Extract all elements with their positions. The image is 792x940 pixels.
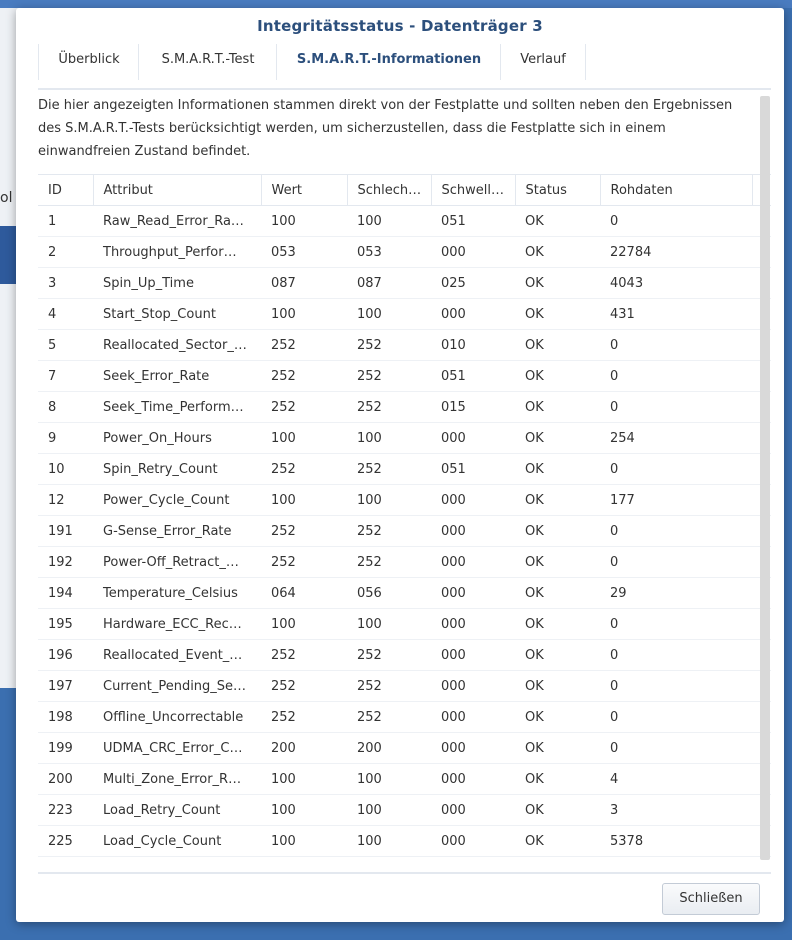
cell-status: OK [515, 423, 600, 454]
cell-worst: 252 [347, 640, 431, 671]
column-header-raw-data[interactable]: Rohdaten [600, 175, 752, 206]
table-row[interactable] [38, 237, 771, 268]
cell-threshold: 000 [431, 733, 515, 764]
cell-status: OK [515, 764, 600, 795]
cell-status: OK [515, 361, 600, 392]
cell-threshold: 015 [431, 392, 515, 423]
cell-status: OK [515, 671, 600, 702]
tab-overview[interactable]: Überblick [38, 44, 139, 80]
cell-raw-data: 0 [600, 392, 752, 423]
cell-attribute: Spin_Retry_Count [93, 454, 261, 485]
cell-raw-data: 431 [600, 299, 752, 330]
cell-value: 053 [261, 237, 347, 268]
cell-status: OK [515, 485, 600, 516]
close-button[interactable]: Schließen [662, 883, 760, 915]
cell-id: 8 [38, 392, 93, 423]
cell-id: 3 [38, 268, 93, 299]
cell-attribute: Reallocated_Sector_… [93, 330, 261, 361]
table-row[interactable] [38, 609, 771, 640]
cell-threshold: 000 [431, 671, 515, 702]
tab-history[interactable]: Verlauf [500, 44, 586, 80]
column-header-value[interactable]: Wert [261, 175, 347, 206]
column-header-threshold[interactable]: Schwell… [431, 175, 515, 206]
cell-attribute: Multi_Zone_Error_R… [93, 764, 261, 795]
cell-value: 100 [261, 206, 347, 237]
cell-value: 064 [261, 578, 347, 609]
cell-attribute: Start_Stop_Count [93, 299, 261, 330]
cell-id: 5 [38, 330, 93, 361]
cell-threshold: 025 [431, 268, 515, 299]
table-row[interactable] [38, 423, 771, 454]
cell-value: 100 [261, 826, 347, 857]
table-row[interactable] [38, 268, 771, 299]
cell-threshold: 000 [431, 640, 515, 671]
cell-status: OK [515, 268, 600, 299]
cell-worst: 252 [347, 454, 431, 485]
cell-status: OK [515, 516, 600, 547]
cell-worst: 100 [347, 795, 431, 826]
cell-value: 087 [261, 268, 347, 299]
cell-worst: 252 [347, 361, 431, 392]
cell-status: OK [515, 578, 600, 609]
cell-status: OK [515, 702, 600, 733]
cell-raw-data: 5378 [600, 826, 752, 857]
cell-value: 252 [261, 330, 347, 361]
cell-status: OK [515, 640, 600, 671]
cell-worst: 252 [347, 392, 431, 423]
cell-status: OK [515, 826, 600, 857]
table-row[interactable] [38, 764, 771, 795]
cell-attribute: Load_Retry_Count [93, 795, 261, 826]
desktop-top-bar [0, 0, 792, 8]
cell-id: 191 [38, 516, 93, 547]
table-row[interactable] [38, 516, 771, 547]
cell-raw-data: 0 [600, 733, 752, 764]
cell-id: 12 [38, 485, 93, 516]
cell-status: OK [515, 299, 600, 330]
cell-worst: 252 [347, 547, 431, 578]
cell-attribute: Power_On_Hours [93, 423, 261, 454]
tab-smart-information[interactable]: S.M.A.R.T.-Informationen [276, 44, 501, 80]
cell-worst: 252 [347, 702, 431, 733]
cell-value: 252 [261, 392, 347, 423]
cell-id: 199 [38, 733, 93, 764]
cell-id: 196 [38, 640, 93, 671]
table-body [38, 206, 771, 857]
cell-value: 252 [261, 547, 347, 578]
table-row[interactable] [38, 206, 771, 237]
cell-attribute: G-Sense_Error_Rate [93, 516, 261, 547]
cell-worst: 252 [347, 671, 431, 702]
cell-threshold: 000 [431, 237, 515, 268]
column-header-status[interactable]: Status [515, 175, 600, 206]
cell-raw-data: 254 [600, 423, 752, 454]
cell-attribute: Load_Cycle_Count [93, 826, 261, 857]
cell-threshold: 000 [431, 423, 515, 454]
cell-status: OK [515, 454, 600, 485]
cell-id: 10 [38, 454, 93, 485]
table-row[interactable] [38, 640, 771, 671]
cell-status: OK [515, 237, 600, 268]
cell-attribute: Hardware_ECC_Rec… [93, 609, 261, 640]
cell-attribute: Temperature_Celsius [93, 578, 261, 609]
cell-worst: 100 [347, 299, 431, 330]
cell-id: 197 [38, 671, 93, 702]
cell-raw-data: 0 [600, 547, 752, 578]
cell-id: 200 [38, 764, 93, 795]
cell-threshold: 000 [431, 485, 515, 516]
cell-attribute: Reallocated_Event_… [93, 640, 261, 671]
cell-id: 7 [38, 361, 93, 392]
cell-value: 252 [261, 361, 347, 392]
table-row[interactable] [38, 702, 771, 733]
cell-status: OK [515, 206, 600, 237]
smart-attributes-table [38, 174, 771, 857]
cell-attribute: Offline_Uncorrectable [93, 702, 261, 733]
table-row[interactable] [38, 826, 771, 857]
cell-attribute: Current_Pending_Se… [93, 671, 261, 702]
cell-threshold: 000 [431, 764, 515, 795]
cell-worst: 252 [347, 330, 431, 361]
cell-id: 225 [38, 826, 93, 857]
cell-status: OK [515, 330, 600, 361]
cell-raw-data: 4 [600, 764, 752, 795]
cell-raw-data: 0 [600, 516, 752, 547]
cell-status: OK [515, 547, 600, 578]
cell-id: 223 [38, 795, 93, 826]
cell-raw-data: 0 [600, 702, 752, 733]
column-header-worst[interactable]: Schlech… [347, 175, 431, 206]
cell-id: 9 [38, 423, 93, 454]
cell-worst: 100 [347, 609, 431, 640]
table-row[interactable] [38, 485, 771, 516]
cell-raw-data: 0 [600, 361, 752, 392]
table-row[interactable] [38, 299, 771, 330]
cell-worst: 100 [347, 206, 431, 237]
table-row[interactable] [38, 547, 771, 578]
cell-worst: 100 [347, 423, 431, 454]
cell-attribute: Seek_Error_Rate [93, 361, 261, 392]
cell-status: OK [515, 733, 600, 764]
cell-value: 252 [261, 454, 347, 485]
cell-value: 252 [261, 671, 347, 702]
cell-raw-data: 177 [600, 485, 752, 516]
table-row[interactable] [38, 733, 771, 764]
cell-id: 198 [38, 702, 93, 733]
cell-raw-data: 22784 [600, 237, 752, 268]
cell-attribute: Power-Off_Retract_… [93, 547, 261, 578]
cell-attribute: Seek_Time_Perform… [93, 392, 261, 423]
cell-id: 2 [38, 237, 93, 268]
cell-threshold: 051 [431, 206, 515, 237]
footer-divider [38, 872, 771, 874]
table-row[interactable] [38, 361, 771, 392]
table-header-row [38, 175, 771, 206]
cell-threshold: 000 [431, 299, 515, 330]
cell-attribute: Power_Cycle_Count [93, 485, 261, 516]
cell-value: 252 [261, 702, 347, 733]
table-row[interactable] [38, 454, 771, 485]
cell-worst: 087 [347, 268, 431, 299]
cell-worst: 100 [347, 485, 431, 516]
cell-value: 252 [261, 516, 347, 547]
cell-value: 100 [261, 299, 347, 330]
cell-id: 194 [38, 578, 93, 609]
cell-raw-data: 0 [600, 206, 752, 237]
table-row[interactable] [38, 330, 771, 361]
cell-worst: 056 [347, 578, 431, 609]
cell-value: 100 [261, 764, 347, 795]
cell-value: 100 [261, 485, 347, 516]
cell-raw-data: 0 [600, 671, 752, 702]
cell-raw-data: 0 [600, 330, 752, 361]
cell-status: OK [515, 795, 600, 826]
cell-worst: 053 [347, 237, 431, 268]
cell-raw-data: 0 [600, 609, 752, 640]
cell-value: 100 [261, 795, 347, 826]
table-row[interactable] [38, 795, 771, 826]
cell-attribute: Spin_Up_Time [93, 268, 261, 299]
tab-bar [38, 44, 771, 90]
cell-value: 100 [261, 609, 347, 640]
tab-smart-test[interactable]: S.M.A.R.T.-Test [138, 44, 277, 80]
cell-id: 4 [38, 299, 93, 330]
health-status-dialog [16, 8, 784, 922]
cell-threshold: 051 [431, 361, 515, 392]
cell-threshold: 051 [431, 454, 515, 485]
cell-worst: 100 [347, 764, 431, 795]
cell-value: 252 [261, 640, 347, 671]
cell-threshold: 000 [431, 578, 515, 609]
column-header-attribute[interactable]: Attribut [93, 175, 261, 206]
cell-status: OK [515, 392, 600, 423]
table-row[interactable] [38, 392, 771, 423]
cell-raw-data: 3 [600, 795, 752, 826]
table-row[interactable] [38, 671, 771, 702]
column-header-id[interactable]: ID [38, 175, 93, 206]
cell-value: 100 [261, 423, 347, 454]
cell-value: 200 [261, 733, 347, 764]
cell-raw-data: 4043 [600, 268, 752, 299]
cell-threshold: 000 [431, 702, 515, 733]
cell-raw-data: 0 [600, 454, 752, 485]
vertical-scrollbar[interactable] [760, 96, 770, 860]
cell-status: OK [515, 609, 600, 640]
cell-id: 1 [38, 206, 93, 237]
cell-attribute: UDMA_CRC_Error_C… [93, 733, 261, 764]
cell-threshold: 000 [431, 826, 515, 857]
cell-worst: 100 [347, 826, 431, 857]
dialog-title: Integritätsstatus - Datenträger 3 [257, 17, 543, 35]
cell-threshold: 000 [431, 516, 515, 547]
cell-id: 195 [38, 609, 93, 640]
info-description: Die hier angezeigten Informationen stammen direkt von der Festplatte und sollten neben den Ergebnissen des S.M.A.R.T.-Tests berücksichtigt werden, um sicherzustellen, dass die Festplatte sich in einem einwandfreien Zustand befindet. [38, 98, 733, 159]
background-text-fragment: ol [0, 190, 13, 206]
cell-threshold: 000 [431, 795, 515, 826]
cell-attribute: Throughput_Perfor… [93, 237, 261, 268]
cell-raw-data: 0 [600, 640, 752, 671]
cell-threshold: 000 [431, 547, 515, 578]
cell-raw-data: 29 [600, 578, 752, 609]
cell-id: 192 [38, 547, 93, 578]
cell-threshold: 000 [431, 609, 515, 640]
cell-worst: 252 [347, 516, 431, 547]
table-row[interactable] [38, 578, 771, 609]
cell-attribute: Raw_Read_Error_Ra… [93, 206, 261, 237]
cell-worst: 200 [347, 733, 431, 764]
cell-threshold: 010 [431, 330, 515, 361]
